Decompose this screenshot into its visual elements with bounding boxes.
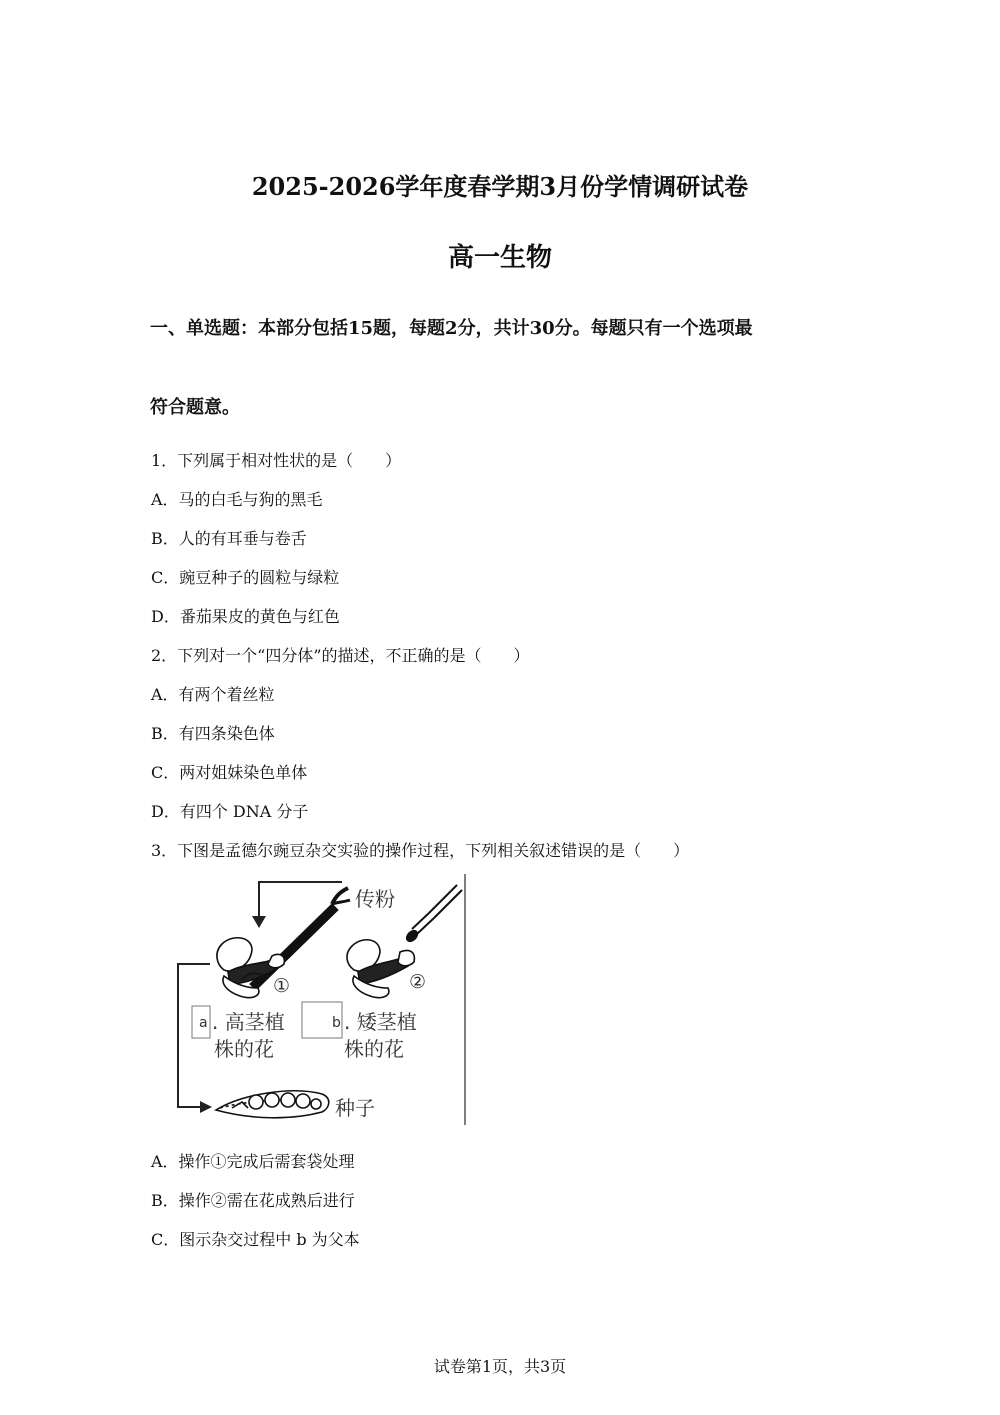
pea-pod-icon [216, 1091, 329, 1118]
label-box-b-letter: b [332, 1015, 341, 1031]
label-a-line-2: 株的花 [214, 1037, 274, 1061]
question-1-option-a: A．马的白毛与狗的黑毛 [151, 490, 323, 509]
question-1-option-b: B．人的有耳垂与卷舌 [151, 529, 307, 548]
label-b-line-1: . 矮茎植 [344, 1010, 417, 1034]
label-box-a-letter: a [199, 1015, 208, 1031]
question-3-option-c: C．图示杂交过程中 b 为父本 [151, 1230, 360, 1249]
marker-2: ② [409, 971, 427, 993]
label-b-line-2: 株的花 [344, 1037, 404, 1061]
question-1-option-d: D．番茄果皮的黄色与红色 [151, 607, 340, 626]
question-2-option-a: A．有两个着丝粒 [151, 685, 275, 704]
question-2-stem: 2．下列对一个“四分体”的描述，不正确的是（ ） [151, 646, 530, 665]
flower-2-icon [347, 940, 414, 998]
question-3-stem: 3．下图是孟德尔豌豆杂交实验的操作过程，下列相关叙述错误的是（ ） [151, 841, 690, 860]
marker-1: ① [273, 975, 291, 997]
section-heading-line-2: 符合题意。 [150, 397, 240, 418]
question-1-option-c: C．豌豆种子的圆粒与绿粒 [151, 568, 340, 587]
label-a-line-1: . 高茎植 [212, 1010, 285, 1034]
question-1-stem: 1．下列属于相对性状的是（ ） [151, 451, 402, 470]
section-heading-line-1: 一、单选题：本部分包括15题，每题2分，共计30分。每题只有一个选项最 [150, 318, 753, 339]
page-title: 2025-2026学年度春学期3月份学情调研试卷 [251, 172, 749, 201]
pea-hybridization-figure [172, 872, 472, 1127]
question-2-option-d: D．有四个 DNA 分子 [151, 802, 309, 821]
pollination-label: 传粉 [355, 887, 395, 911]
question-2-option-b: B．有四条染色体 [151, 724, 275, 743]
question-3-option-a: A．操作①完成后需套袋处理 [151, 1152, 355, 1171]
page-subtitle: 高一生物 [447, 243, 552, 273]
page-footer: 试卷第1页，共3页 [433, 1357, 567, 1376]
question-3-option-b: B．操作②需在花成熟后进行 [151, 1191, 355, 1210]
seed-label: 种子 [335, 1096, 375, 1120]
question-2-option-c: C．两对姐妹染色单体 [151, 763, 308, 782]
brush-icon [405, 885, 462, 943]
pollination-arrow [252, 882, 342, 928]
